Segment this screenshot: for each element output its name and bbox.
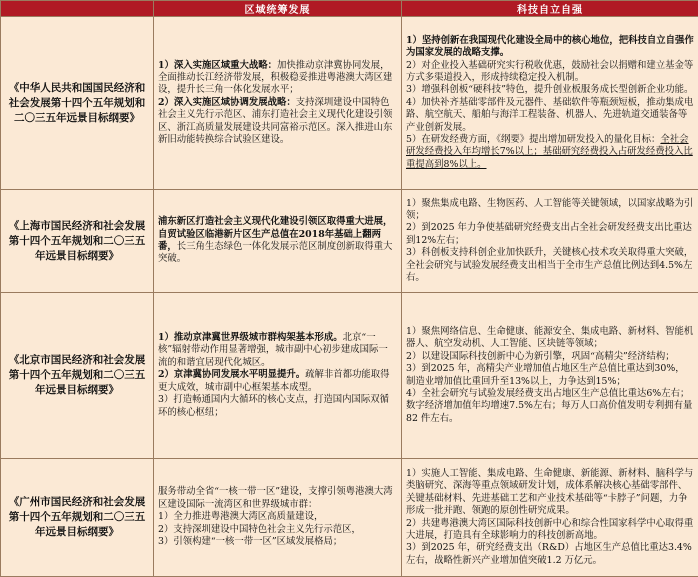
tech-item-text: 3）到2025 年，高精尖产业增加值占地区生产总值比重达到30%，制造业增加值比重回升至13%以上，力争达到15%； bbox=[406, 363, 685, 386]
tech-item bbox=[406, 60, 694, 85]
plan-title-cell bbox=[1, 17, 154, 190]
tech-item-text: 2）共建粤港澳大湾区国际科技创新中心和综合性国家科学中心取得重大进展，打造具有全球影响力的科技创新高地。 bbox=[406, 518, 693, 541]
regional-item-text: 1）全力推进粤港澳大湾区高质量建设， bbox=[158, 511, 323, 522]
tech-item bbox=[406, 351, 694, 363]
regional-development-cell bbox=[154, 190, 402, 293]
regional-item-text: 加快推动京津冀协同发展，全面推动长江经济带发展，积极稳妥推进粤港澳大湾区建设，提升长三角一体化发展水平； bbox=[158, 60, 392, 96]
regional-item-text: 支持深圳建设中国特色社会主义先行示范区、浦东打造社会主义现代化建设引领区、浙江高质量发展建设共同富裕示范区。深入推进山东新旧动能转换综合试验区建设。 bbox=[158, 97, 392, 145]
table-header-row bbox=[1, 1, 698, 17]
regional-item-bold: 2）京津冀协同发展水平明显提升。 bbox=[158, 369, 305, 380]
tech-item bbox=[406, 222, 694, 247]
plan-title-cell bbox=[1, 293, 154, 459]
plan-title-cell bbox=[1, 190, 154, 293]
regional-item-text: 北京“一核”辐射带动作用显著增强，城市副中心初步建成国际一流的和谐宜居现代化城区。 bbox=[158, 332, 388, 368]
tech-item-text: 4）加快补齐基础零部件及元器件、基础软件等瓶颈短板，推动集成电路、航空航天、船舶与海洋工程装备、机器人、先进轨道交通装备等产业创新发展。 bbox=[406, 97, 693, 133]
table-row bbox=[1, 459, 698, 577]
regional-item-bold: 1）推动京津冀世界级城市群构架基本形成。 bbox=[158, 332, 343, 343]
tech-item-text: 1）实施人工智能、集成电路、生命健康、新能源、新材料、脑科学与类脑研究、深海等重点领域研发计划，成体系解决核心基础零部件、关键基础材料、先进基础工艺和产业技术基础等“卡脖子”问题，力争形成一批并跑、领跑的原创性研究成果。 bbox=[406, 468, 693, 516]
tech-item bbox=[406, 326, 694, 351]
tech-item-underlined: 全社会研发经费投入年均增长7%以上；基础研究经费投入占研发经费投入比重提高到8%以上。 bbox=[406, 134, 693, 170]
regional-item-text: 2）支持深圳建设中国特色社会主义先行示范区， bbox=[158, 524, 361, 535]
regional-item bbox=[158, 332, 397, 369]
tech-item-text: 2）以建设国际科技创新中心为新引擎，巩固“高精尖”经济结构； bbox=[406, 351, 675, 362]
regional-item bbox=[158, 216, 397, 266]
regional-item-text: 长三角生态绿色一体化发展示范区制度创新取得重大突破。 bbox=[158, 241, 392, 264]
regional-item bbox=[158, 524, 397, 536]
regional-item-text: 服务带动全省“一核一带一区”建设，支撑引领粤港澳大湾区建设国际一流湾区和世界级城市群： bbox=[158, 486, 393, 509]
regional-development-cell bbox=[154, 293, 402, 459]
tech-item bbox=[406, 35, 694, 60]
tech-self-reliance-cell bbox=[402, 293, 698, 459]
tech-item-text: 3）增强科创板“硬科技”特色，提升创业板服务成长型创新企业功能。 bbox=[406, 84, 693, 95]
table-row bbox=[1, 17, 698, 190]
plan-title-cell bbox=[1, 459, 154, 577]
tech-item-text: 2）到2025 年力争使基础研究经费支出占全社会研发经费支出比重达到12%左右； bbox=[406, 222, 692, 245]
tech-item-text: 5）在研发经费方面，《纲要》提出增加研发投入的量化目标： bbox=[406, 134, 660, 145]
header-regional-development: 区域统筹发展 bbox=[154, 1, 402, 17]
tech-item bbox=[406, 84, 694, 96]
tech-item-text: 3）科创板支持科创企业加快跃升，关键核心技术攻关取得重大突破，全社会研究与试验发展经费支出相当于全市生产总值比例达到4.5%左右。 bbox=[406, 247, 693, 283]
table-row bbox=[1, 293, 698, 459]
tech-item bbox=[406, 542, 694, 567]
tech-item bbox=[406, 468, 694, 518]
tech-item bbox=[406, 97, 694, 134]
tech-item bbox=[406, 134, 694, 171]
tech-item-text: 2）对企业投入基础研究实行税收优惠，鼓励社会以捐赠和建立基金等方式多渠道投入，形成持续稳定投入机制。 bbox=[406, 60, 693, 83]
plan-title: 《中华人民共和国国民经济和社会发展第十四个五年规划和二〇三五年远景目标纲要》 bbox=[9, 82, 146, 124]
plan-title: 《广州市国民经济和社会发展第十四个五年规划和二〇三五年远景目标纲要》 bbox=[9, 496, 146, 538]
regional-item bbox=[158, 511, 397, 523]
regional-item-text: 疏解非首都功能取得更大成效，城市副中心框架基本成型。 bbox=[158, 369, 390, 392]
regional-development-cell bbox=[154, 459, 402, 577]
table-row bbox=[1, 190, 698, 293]
regional-item bbox=[158, 60, 397, 97]
regional-item-bold: 2）深入实施区域协调发展战略： bbox=[158, 97, 296, 108]
regional-item bbox=[158, 97, 397, 147]
header-tech-self-reliance: 科技自立自强 bbox=[402, 1, 698, 17]
regional-item-bold: 1）深入实施区域重大战略： bbox=[158, 60, 277, 71]
header-blank bbox=[1, 1, 154, 17]
plan-title: 《北京市国民经济和社会发展第十四个五年规划和二〇三五年远景目标纲要》 bbox=[9, 354, 146, 396]
tech-self-reliance-cell bbox=[402, 17, 698, 190]
regional-item-text: 3）引领构建“一核一带一区”区域发展格局； bbox=[158, 536, 342, 547]
regional-item bbox=[158, 394, 397, 419]
regional-item-text: 3）打造畅通国内大循环的核心支点，打造国内国际双循环的核心枢纽； bbox=[158, 394, 389, 417]
plan-title: 《上海市国民经济和社会发展第十四个五年规划和二〇三五年远景目标纲要》 bbox=[9, 220, 146, 262]
tech-item-text: 3）到2025 年，研究经费支出（R&D）占地区生产总值比重达3.4%左右，战略性新兴产业增加值突破1.2 万亿元。 bbox=[406, 542, 692, 565]
tech-item bbox=[406, 198, 694, 223]
regional-item bbox=[158, 369, 397, 394]
regional-item bbox=[158, 486, 397, 511]
tech-self-reliance-cell bbox=[402, 459, 698, 577]
tech-item-text: 4）全社会研究与试验发展经费支出占地区生产总值比重达6%左右；数字经济增加值年均增速7.5%左右；每万人口高价值发明专利拥有量82 件左右。 bbox=[406, 388, 692, 424]
tech-item-text: 1）聚焦集成电路、生物医药、人工智能等关键领域，以国家战略为引领； bbox=[406, 198, 693, 221]
tech-item bbox=[406, 363, 694, 388]
regional-item bbox=[158, 536, 397, 548]
regional-item-bold: 浦东新区打造社会主义现代化建设引领区取得重大进展，自贸试验区临港新片区生产总值在2018年基础上翻两番， bbox=[158, 216, 392, 252]
tech-item-bold: 1）坚持创新在我国现代化建设全局中的核心地位，把科技自立自强作为国家发展的战略支撑。 bbox=[406, 35, 694, 58]
tech-item bbox=[406, 518, 694, 543]
regional-development-cell bbox=[154, 17, 402, 190]
tech-item bbox=[406, 388, 694, 425]
tech-self-reliance-cell bbox=[402, 190, 698, 293]
tech-item bbox=[406, 247, 694, 284]
tech-item-text: 1）聚焦网络信息、生命健康、能源安全、集成电路、新材料、智能机器人、航空发动机、人工智能、区块链等领域； bbox=[406, 326, 693, 349]
